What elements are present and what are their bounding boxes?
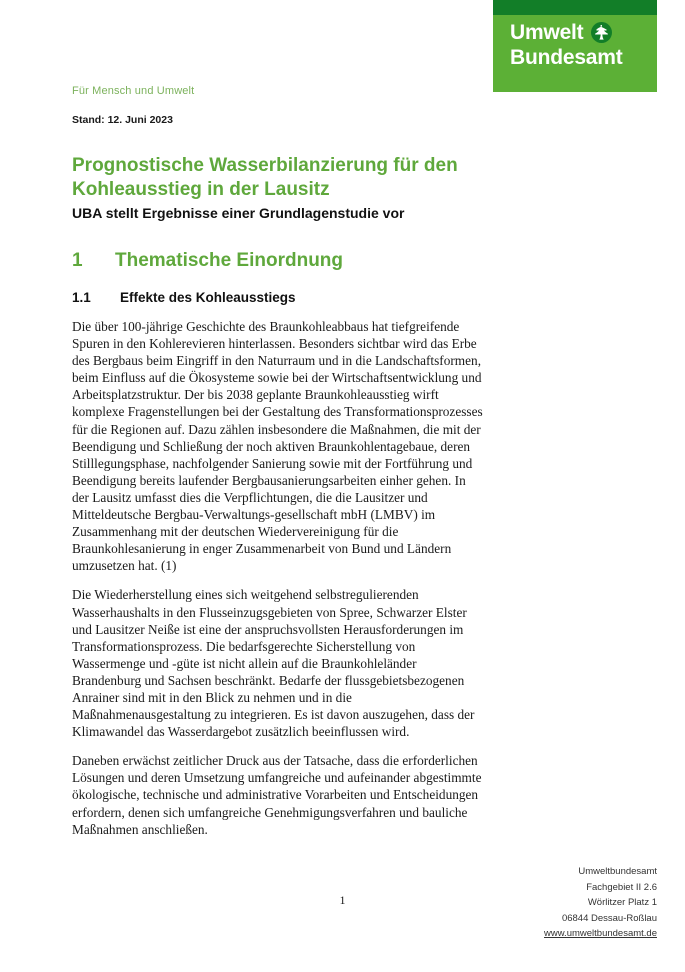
section-title-1-1: Effekte des Kohleausstiegs: [120, 290, 296, 305]
paragraph: Die über 100-jährige Geschichte des Braunkohleabbaus hat tiefgreifende Spuren in den Kohlerevieren hinterlassen. Besonders sichtbar wird das Erbe des Bergbaus beim Eingriff in den Naturraum und in die Landschaftsformen, beim Einfluss auf die Ökosysteme sowie bei der Wirtschaftsentwicklung und Arbeitsplatzstruktur. Der bis 2038 geplante Braunkohleausstieg wirft komplexe Fragenstellungen bei der Gestaltung des Transformationsprozesses für die Regionen auf. Dazu zählen insbesondere die Maßnahmen, die mit der Beendigung und Schließung der noch aktiven Braunkohlentagebaue, deren Stilllegungsphase, nachfolgender Sanierung sowie mit der Fortführung und Beendigung bereits laufender Bergbausanierungsarbeiten einher gehen. In der Lausitz umfasst dies die Verpflichtungen, die die Lausitzer und Mitteldeutsche Bergbau-Verwaltungs-gesellschaft mbH (LMBV) im Zusammenhang mit der deutschen Wiedervereinigung für die Braunkohlesanierung in enger Zusammenarbeit von Bund und Ländern umzusetzen hat. (1): [72, 319, 483, 574]
logo-text-umwelt: Umwelt: [510, 21, 584, 44]
footer-address-line: Umweltbundesamt: [578, 866, 657, 877]
section-number-1: 1: [72, 250, 83, 271]
uba-logo: [493, 0, 657, 92]
page-title: Prognostische Wasserbilanzierung für den Kohleausstieg in der Lausitz: [72, 154, 458, 200]
section-heading-1: [72, 250, 343, 272]
body-text: [72, 318, 484, 850]
section-heading-1-1: [72, 290, 296, 305]
logo-line-2: [510, 45, 647, 70]
claim-tagline: Für Mensch und Umwelt: [72, 85, 195, 97]
logo-text-bundesamt: Bundesamt: [510, 46, 623, 69]
logo-top-bar: [493, 0, 657, 15]
footer-address: [544, 864, 657, 942]
paragraph: Daneben erwächst zeitlicher Druck aus der Tatsache, dass die erforderlichen Lösungen und deren Umsetzung umfangreiche und aufeinander abgestimmte ökologische, technische und administrative Vorarbeiten und Entscheidungen erfordern, denen sich umfangreiche Genehmigungsverfahren und bauliche Maßnahmen anschließen.: [72, 753, 482, 837]
footer-address-line: 06844 Dessau-Roßlau: [561, 912, 657, 924]
footer-address-line: Fachgebiet II 2.6: [586, 881, 657, 893]
logo-line-1: [510, 20, 647, 45]
paragraph: Die Wiederherstellung eines sich weitgehend selbstregulierenden Wasserhaushalts in den Flusseinzugsgebieten von Spree, Schwarzer Elster und Lausitzer Neiße ist eine der anspruchsvollsten Herausforderungen im Transformationsprozess. Die bedarfsgerechte Sicherstellung von Wassermenge und -güte ist nicht allein auf die Braunkohleländer Brandenburg und Sachsen beschränkt. Bedarfe der flussgebietsbezogenen Anrainer sind mit in den Blick zu nehmen und in die Maßnahmenausgestaltung zu integrieren. Es ist davon auszugehen, dass der Klimawandel das Wasserdargebot zusätzlich beeinflussen wird.: [72, 587, 475, 740]
page-subtitle: UBA stellt Ergebnisse einer Grundlagenstudie vor: [72, 204, 405, 221]
document-date: Stand: 12. Juni 2023: [72, 114, 173, 126]
page-number: 1: [339, 893, 346, 907]
footer-website-link[interactable]: www.umweltbundesamt.de: [544, 928, 657, 939]
section-title-1: Thematische Einordnung: [115, 250, 344, 271]
footer-address-line: Wörlitzer Platz 1: [587, 897, 657, 908]
logo-wordmark: [510, 20, 647, 70]
section-number-1-1: 1.1: [72, 290, 91, 305]
uba-tree-figure-icon: [591, 22, 612, 43]
